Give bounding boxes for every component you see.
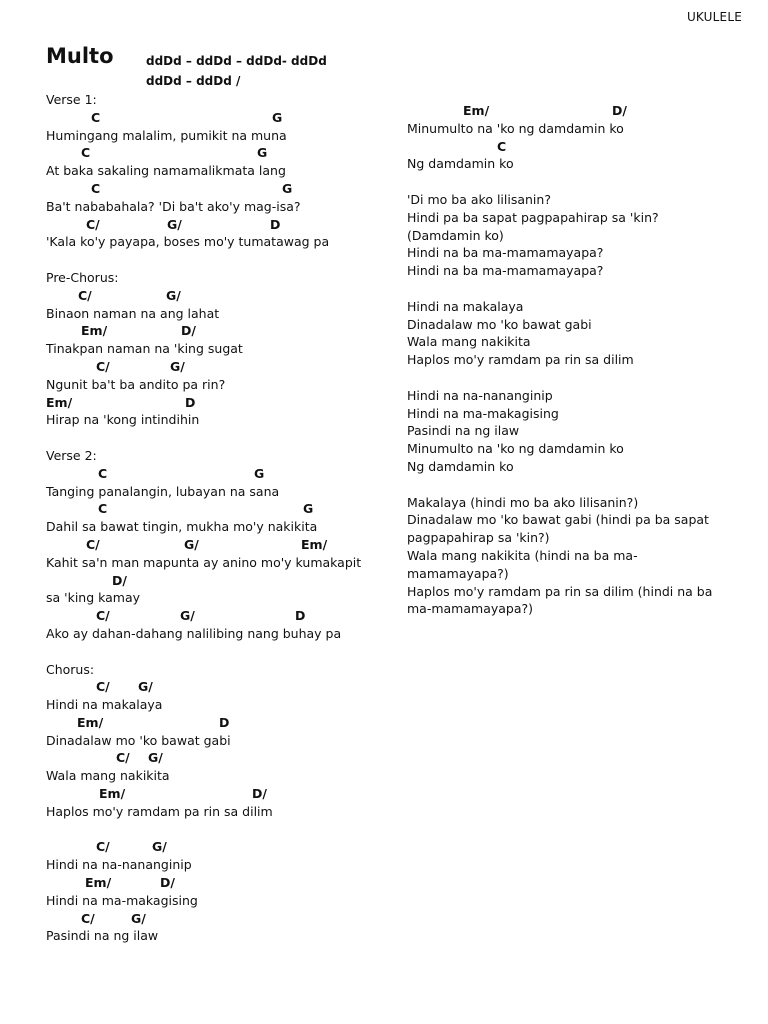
section-label: Verse 2:	[46, 447, 97, 463]
chord-symbol: C/	[96, 358, 110, 374]
chord-symbol: G/	[152, 839, 167, 855]
chord-line	[46, 287, 406, 305]
strum-pattern-line-1: ddDd – ddDd – ddDd- ddDd	[146, 54, 327, 68]
chord-symbol: D/	[160, 875, 175, 891]
chord-line	[46, 216, 406, 234]
lyric-line: Makalaya (hindi mo ba ako lilisanin?)	[407, 494, 639, 510]
lyric-line: Haplos mo'y ramdam pa rin sa dilim	[46, 803, 273, 819]
lyric-line: Ako ay dahan-dahang nalilibing nang buhay pa	[46, 625, 342, 641]
blank-line	[46, 821, 406, 839]
blank-line	[407, 280, 737, 298]
strum-pattern-line-2: ddDd – ddDd /	[146, 74, 241, 88]
lyric-line: Minumulto na 'ko ng damdamin ko	[407, 441, 624, 457]
chord-symbol: C	[98, 501, 108, 517]
lyric-line: Binaon naman na ang lahat	[46, 305, 220, 321]
chord-line	[46, 678, 406, 696]
chord-symbol: G/	[184, 536, 199, 552]
blank-line	[407, 369, 737, 387]
chord-symbol: C	[98, 465, 108, 481]
lyric-line: Hindi na na-nananginip	[46, 857, 192, 873]
chord-symbol: D	[219, 714, 230, 730]
lyric-line: (Damdamin ko)	[407, 227, 504, 243]
chord-symbol: G	[257, 145, 268, 161]
chord-line	[46, 785, 406, 803]
chord-line	[46, 358, 406, 376]
chord-symbol: D	[295, 608, 306, 624]
blank-line	[407, 476, 737, 494]
chord-symbol: C	[497, 138, 507, 154]
section-label: Verse 1:	[46, 92, 97, 107]
song-title: Multo	[46, 44, 114, 68]
lyric-line: Hindi na ma-makagising	[407, 405, 559, 421]
chord-symbol: Em/	[81, 323, 108, 339]
lyric-line: Ng damdamin ko	[407, 458, 514, 474]
instrument-label: UKULELE	[686, 10, 742, 24]
chord-symbol: D/	[112, 572, 127, 588]
chord-symbol: Em/	[77, 714, 104, 730]
lyric-line: At baka sakaling namamalikmata lang	[46, 163, 286, 179]
lyric-line: Hindi na ma-makagising	[46, 892, 198, 908]
chord-symbol: G/	[167, 216, 182, 232]
lyric-line: Pasindi na ng ilaw	[46, 928, 159, 944]
lyric-line: Tinakpan naman na 'king sugat	[46, 341, 243, 357]
chord-symbol: Em/	[85, 875, 112, 891]
chord-symbol: D	[270, 216, 281, 232]
section-label: Pre-Chorus:	[46, 269, 119, 285]
lyric-line: Ng damdamin ko	[407, 156, 514, 172]
lyric-line: Hindi na ba ma-mamamayapa?	[407, 263, 604, 279]
lyric-line: Tanging panalangin, lubayan na sana	[46, 483, 280, 499]
lyric-line: Hindi pa ba sapat pagpapahirap sa 'kin?	[407, 209, 659, 225]
chord-line	[46, 465, 406, 483]
chord-symbol: C	[91, 180, 101, 196]
lyrics-column-left	[46, 91, 406, 945]
lyric-line: Ngunit ba't ba andito pa rin?	[46, 376, 226, 392]
chord-line	[46, 910, 406, 928]
chord-line	[46, 572, 406, 590]
chord-symbol: C/	[96, 839, 110, 855]
chord-symbol: G	[303, 501, 314, 517]
chord-symbol: Em/	[46, 394, 73, 410]
chord-line	[46, 607, 406, 625]
chord-symbol: C/	[96, 679, 110, 695]
chord-symbol: D	[185, 394, 196, 410]
chord-line	[407, 138, 737, 156]
lyric-line: Hirap na 'kong intindihin	[46, 412, 200, 428]
chord-line	[46, 180, 406, 198]
lyric-line: Hindi na na-nananginip	[407, 387, 553, 403]
lyric-line: Haplos mo'y ramdam pa rin sa dilim	[407, 352, 634, 368]
chord-line	[46, 394, 406, 412]
chord-symbol: Em/	[301, 536, 328, 552]
chord-symbol: D/	[612, 103, 627, 118]
blank-line	[46, 251, 406, 269]
chord-symbol: C/	[81, 910, 95, 926]
lyric-line: Dinadalaw mo 'ko bawat gabi (hindi pa ba sapat pagpapahirap sa 'kin?)	[407, 512, 709, 546]
chord-line	[46, 749, 406, 767]
chord-symbol: D/	[252, 786, 267, 802]
chord-symbol: C/	[96, 608, 110, 624]
chord-symbol: G	[254, 465, 265, 481]
chord-symbol: C/	[86, 536, 100, 552]
chord-symbol: G	[272, 109, 283, 125]
chord-line	[46, 322, 406, 340]
chord-line	[46, 838, 406, 856]
lyric-line: Hindi na makalaya	[407, 298, 524, 314]
lyric-line: Pasindi na ng ilaw	[407, 423, 520, 439]
lyric-line: Wala mang nakikita	[407, 334, 531, 350]
chord-symbol: G/	[180, 608, 195, 624]
blank-line	[407, 173, 737, 191]
chord-line	[46, 144, 406, 162]
chord-line	[46, 874, 406, 892]
lyric-line: Wala mang nakikita (hindi na ba ma-mamamayapa?)	[407, 547, 638, 581]
chord-line	[46, 714, 406, 732]
lyric-line: Ba't nababahala? 'Di ba't ako'y mag-isa?	[46, 198, 301, 214]
lyrics-column-right	[407, 102, 737, 618]
lyric-line: 'Kala ko'y payapa, boses mo'y tumatawag pa	[46, 234, 330, 250]
blank-line	[46, 643, 406, 661]
chord-symbol: G/	[170, 358, 185, 374]
lyric-line: Dahil sa bawat tingin, mukha mo'y nakikita	[46, 519, 318, 535]
lyric-line: sa 'king kamay	[46, 590, 141, 606]
lyric-line: Dinadalaw mo 'ko bawat gabi	[46, 732, 231, 748]
chord-symbol: C	[91, 109, 101, 125]
chord-line	[46, 109, 406, 127]
chord-line	[46, 500, 406, 518]
lyric-line: Dinadalaw mo 'ko bawat gabi	[407, 316, 592, 332]
chord-symbol: Em/	[99, 786, 126, 802]
chord-symbol: G/	[148, 750, 163, 766]
chord-symbol: C/	[86, 216, 100, 232]
lyric-line: 'Di mo ba ako lilisanin?	[407, 191, 551, 207]
chord-line	[46, 536, 406, 554]
chord-symbol: C/	[116, 750, 130, 766]
lyric-line: Kahit sa'n man mapunta ay anino mo'y kumakapit	[46, 554, 362, 570]
section-label: Chorus:	[46, 661, 95, 677]
chord-symbol: C/	[78, 287, 92, 303]
blank-line	[46, 429, 406, 447]
chord-symbol: Em/	[463, 103, 490, 118]
chord-symbol: G/	[138, 679, 153, 695]
lyric-line: Hindi na makalaya	[46, 697, 163, 713]
chord-symbol: G	[282, 180, 293, 196]
lyric-line: Minumulto na 'ko ng damdamin ko	[407, 120, 624, 136]
chord-symbol: G/	[131, 910, 146, 926]
lyric-line: Humingang malalim, pumikit na muna	[46, 127, 287, 143]
chord-symbol: C	[81, 145, 91, 161]
chord-symbol: D/	[181, 323, 196, 339]
chord-symbol: G/	[166, 287, 181, 303]
lyric-line: Hindi na ba ma-mamamayapa?	[407, 245, 604, 261]
lyric-line: Haplos mo'y ramdam pa rin sa dilim (hindi na ba ma-mamamayapa?)	[407, 583, 713, 617]
chord-line	[407, 102, 737, 120]
lyric-line: Wala mang nakikita	[46, 768, 170, 784]
